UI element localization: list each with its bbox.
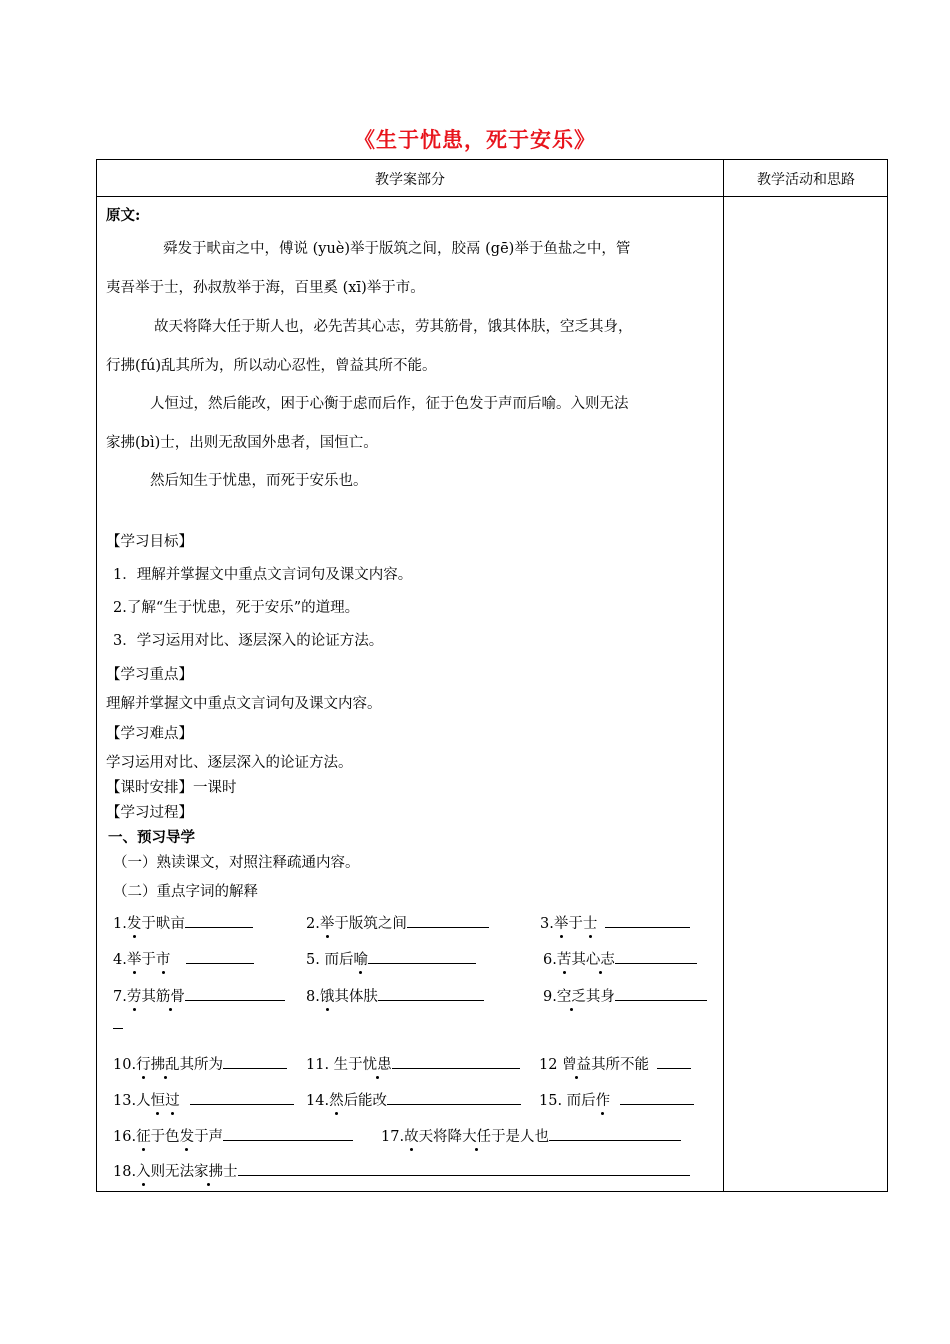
- original-p1-line2: 夷吾举于士，孙叔敖举于海，百里奚 (xī)举于市。: [106, 280, 425, 296]
- vocab-item-9: 9.空乏其身: [543, 985, 707, 1006]
- objectives-heading: 【学习目标】: [106, 534, 193, 550]
- schedule-text: 一课时: [193, 780, 237, 796]
- answer-blank[interactable]: [223, 1125, 353, 1141]
- answer-blank[interactable]: [620, 1089, 694, 1105]
- answer-blank[interactable]: [549, 1125, 681, 1141]
- original-p2-line1: 故天将降大任于斯人也，必先苦其心志，劳其筋骨，饿其体肤，空乏其身，: [154, 319, 633, 335]
- process-heading: 【学习过程】: [106, 805, 193, 821]
- answer-blank[interactable]: [238, 1160, 690, 1176]
- original-p1-line1: 舜发于畎亩之中，傅说 (yuè)举于版筑之间，胶鬲 (gē)举于鱼盐之中，管: [163, 241, 631, 257]
- original-label: 原文:: [106, 207, 141, 224]
- answer-blank[interactable]: [605, 912, 690, 928]
- vocab-item-1: 1.发于畎亩: [113, 912, 253, 933]
- vocab-item-18: 18.入则无法家拂士: [113, 1160, 690, 1181]
- vocab-item-12: 12 曾益其所不能: [539, 1053, 691, 1074]
- vocab-item-13: 13.人恒过: [113, 1089, 294, 1110]
- answer-blank[interactable]: [378, 985, 484, 1001]
- vocab-item-2: 2.举于版筑之间: [306, 912, 489, 933]
- column-divider: [723, 160, 724, 1191]
- answer-blank[interactable]: [223, 1053, 287, 1069]
- answer-blank[interactable]: [186, 948, 254, 964]
- schedule-line: [106, 776, 237, 797]
- original-p3-line2: 家拂(bì)士，出则无敌国外患者，国恒亡。: [106, 435, 378, 451]
- answer-blank[interactable]: [392, 1053, 520, 1069]
- header-divider: [97, 196, 887, 197]
- objective-item: 1．理解并掌握文中重点文言词句及课文内容。: [113, 567, 413, 583]
- focus-text: 理解并掌握文中重点文言词句及课文内容。: [106, 696, 382, 712]
- answer-blank[interactable]: [615, 948, 697, 964]
- vocab-item-7: 7.劳其筋骨: [113, 985, 285, 1006]
- difficulty-text: 学习运用对比、逐层深入的论证方法。: [106, 755, 353, 771]
- vocab-item-6: 6.苦其心志: [543, 948, 697, 969]
- difficulty-heading: 【学习难点】: [106, 726, 193, 742]
- vocab-item-14: 14.然后能改: [306, 1089, 521, 1110]
- preview-sub2: （二）重点字词的解释: [113, 884, 258, 900]
- focus-heading: 【学习重点】: [106, 667, 193, 683]
- page-title: 《生于忧患，死于安乐》: [354, 128, 596, 152]
- header-teaching-notes: 教学活动和思路: [757, 172, 855, 188]
- original-p4: 然后知生于忧患，而死于安乐也。: [150, 473, 368, 489]
- vocab-item-3: 3.举于士: [540, 912, 690, 933]
- vocab-item-10: 10.行拂乱其所为: [113, 1053, 287, 1074]
- vocab-item-15: 15. 而后作: [539, 1089, 694, 1110]
- preview-heading: 一、预习导学: [108, 829, 195, 846]
- original-p2-line2: 行拂(fú)乱其所为，所以动心忍性，曾益其所不能。: [106, 358, 437, 374]
- schedule-heading: 【课时安排】: [106, 780, 193, 796]
- vocab-item-4: 4.举于市: [113, 948, 254, 969]
- objective-item: 3．学习运用对比、逐层深入的论证方法。: [113, 633, 384, 649]
- vocab-item-11: 11. 生于忧患: [306, 1053, 520, 1074]
- vocab-item-8: 8.饿其体肤: [306, 985, 484, 1006]
- answer-blank[interactable]: [190, 1089, 294, 1105]
- answer-blank[interactable]: [407, 912, 489, 928]
- lesson-table: [96, 159, 888, 1192]
- stray-underline: [113, 1020, 123, 1029]
- answer-blank[interactable]: [657, 1053, 691, 1069]
- answer-blank[interactable]: [387, 1089, 521, 1105]
- answer-blank[interactable]: [615, 985, 707, 1001]
- header-lesson-plan: 教学案部分: [375, 172, 445, 188]
- vocab-item-5: 5. 而后喻: [306, 948, 476, 969]
- objective-item: 2.了解“生于忧患，死于安乐”的道理。: [113, 600, 360, 616]
- answer-blank[interactable]: [185, 912, 253, 928]
- preview-sub1: （一）熟读课文，对照注释疏通内容。: [113, 855, 360, 871]
- answer-blank[interactable]: [185, 985, 285, 1001]
- vocab-item-16: 16.征于色发于声: [113, 1125, 353, 1146]
- answer-blank[interactable]: [368, 948, 476, 964]
- original-p3-line1: 人恒过，然后能改，困于心衡于虑而后作，征于色发于声而后喻。入则无法: [150, 396, 629, 412]
- vocab-item-17: 17.故天将降大任于是人也: [381, 1125, 681, 1146]
